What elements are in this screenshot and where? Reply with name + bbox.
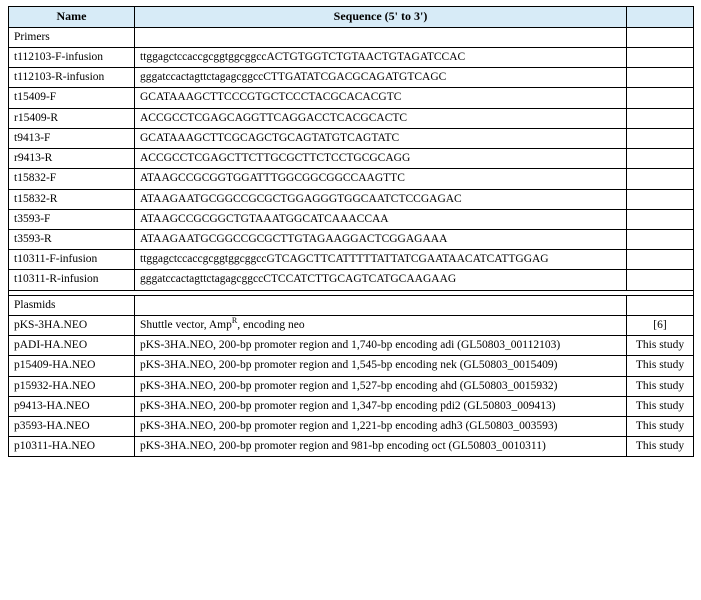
plasmid-name: p9413-HA.NEO — [9, 396, 135, 416]
section-plasmids-spacer-ref — [627, 295, 694, 315]
primer-sequence-lower: ttggagctccaccgcggtggcggcc — [140, 51, 267, 64]
plasmid-reference: This study — [627, 336, 694, 356]
plasmid-description-superscript: R — [231, 316, 238, 326]
primer-sequence-upper: CTTGATATCGACGCAGATGTCAGC — [263, 71, 447, 84]
primer-sequence — [135, 270, 627, 290]
primer-sequence — [135, 88, 627, 108]
primer-name: t112103-F-infusion — [9, 48, 135, 68]
table-header — [9, 7, 694, 28]
table-row — [9, 416, 694, 436]
primer-name: t15409-F — [9, 88, 135, 108]
primer-sequence — [135, 250, 627, 270]
primer-sequence — [135, 48, 627, 68]
plasmid-reference: This study — [627, 376, 694, 396]
table-row — [9, 128, 694, 148]
plasmid-description — [135, 437, 627, 457]
plasmid-description-pre: pKS-3HA.NEO, 200-bp promoter region and 1,545-bp encoding nek (GL50803_0015409) — [140, 359, 558, 372]
primer-sequence-lower: gggatccactagttctagagcggcc — [140, 273, 264, 286]
table-row — [9, 149, 694, 169]
plasmid-description — [135, 376, 627, 396]
plasmid-description — [135, 356, 627, 376]
plasmid-name: p3593-HA.NEO — [9, 416, 135, 436]
primer-sequence — [135, 229, 627, 249]
table-row — [9, 189, 694, 209]
table-row — [9, 396, 694, 416]
primer-name: t10311-F-infusion — [9, 250, 135, 270]
primer-name: r9413-R — [9, 149, 135, 169]
table-body — [9, 27, 694, 457]
plasmid-description-pre: pKS-3HA.NEO, 200-bp promoter region and 1,347-bp encoding pdi2 (GL50803_009413) — [140, 399, 556, 412]
plasmid-reference: [6] — [627, 315, 694, 335]
primer-sequence-upper: ATAAGAATGCGGCCGCGCTGGAGGGTGGCAATCTCCGAGAC — [140, 192, 462, 205]
table-row — [9, 48, 694, 68]
table-row — [9, 250, 694, 270]
primer-sequence-upper: ACCGCCTCGAGCTTCTTGCGCTTCTCCTGCGCAGG — [140, 152, 411, 165]
primer-sequence — [135, 108, 627, 128]
plasmid-description-pre: pKS-3HA.NEO, 200-bp promoter region and 981-bp encoding oct (GL50803_0010311) — [140, 440, 546, 453]
primer-reference — [627, 169, 694, 189]
section-primers-spacer-ref — [627, 27, 694, 47]
plasmid-name: p10311-HA.NEO — [9, 437, 135, 457]
plasmid-description — [135, 416, 627, 436]
table-header-row — [9, 7, 694, 28]
primer-reference — [627, 209, 694, 229]
primer-sequence-upper: ATAAGCCGCGGCTGTAAATGGCATCAAACCAA — [140, 212, 389, 225]
primer-name: t15832-F — [9, 169, 135, 189]
table-row — [9, 376, 694, 396]
table-row — [9, 356, 694, 376]
section-primers-spacer-seq — [135, 27, 627, 47]
plasmid-name: pADI-HA.NEO — [9, 336, 135, 356]
primer-name: t15832-R — [9, 189, 135, 209]
primer-sequence-upper: ATAAGAATGCGGCCGCGCTTGTAGAAGGACTCGGAGAAA — [140, 232, 448, 245]
primer-sequence — [135, 209, 627, 229]
plasmid-name: p15932-HA.NEO — [9, 376, 135, 396]
column-header-sequence: Sequence (5' to 3') — [135, 7, 627, 28]
table-row — [9, 169, 694, 189]
section-header-primers — [9, 27, 694, 47]
section-label-primers: Primers — [9, 27, 135, 47]
primer-name: r15409-R — [9, 108, 135, 128]
primer-reference — [627, 88, 694, 108]
primer-sequence-upper: GTCAGCTTCATTTTTATTATCGAATAACATCATTGGAG — [266, 253, 549, 266]
plasmid-description-pre: pKS-3HA.NEO, 200-bp promoter region and 1,740-bp encoding adi (GL50803_00112103) — [140, 339, 561, 352]
column-header-name: Name — [9, 7, 135, 28]
table-row — [9, 315, 694, 335]
plasmid-reference: This study — [627, 437, 694, 457]
primer-name: t3593-R — [9, 229, 135, 249]
plasmid-reference: This study — [627, 396, 694, 416]
primer-reference — [627, 229, 694, 249]
primer-reference — [627, 189, 694, 209]
primer-sequence — [135, 189, 627, 209]
primer-name: t3593-F — [9, 209, 135, 229]
primer-name: t10311-R-infusion — [9, 270, 135, 290]
primer-sequence-upper: CTCCATCTTGCAGTCATGCAAGAAG — [263, 273, 457, 286]
plasmid-description — [135, 315, 627, 335]
table-row — [9, 437, 694, 457]
primers-plasmids-table — [8, 6, 694, 457]
table-row — [9, 88, 694, 108]
primer-name: t112103-R-infusion — [9, 68, 135, 88]
section-plasmids-spacer-seq — [135, 295, 627, 315]
primer-sequence-lower: gggatccactagttctagagcggcc — [140, 71, 264, 84]
primer-reference — [627, 128, 694, 148]
section-header-plasmids — [9, 295, 694, 315]
primer-sequence — [135, 68, 627, 88]
plasmid-description-pre: Shuttle vector, Amp — [140, 318, 232, 331]
primer-sequence — [135, 128, 627, 148]
table-row — [9, 209, 694, 229]
primer-sequence — [135, 149, 627, 169]
primer-sequence-upper: GCATAAAGCTTCGCAGCTGCAGTATGTCAGTATC — [140, 131, 400, 144]
primer-sequence-upper: GCATAAAGCTTCCCGTGCTCCCTACGCACACGTC — [140, 91, 402, 104]
plasmid-description — [135, 336, 627, 356]
primer-sequence — [135, 169, 627, 189]
primer-reference — [627, 250, 694, 270]
plasmid-description-post: , encoding neo — [237, 318, 305, 331]
section-label-plasmids: Plasmids — [9, 295, 135, 315]
table-row — [9, 270, 694, 290]
table-row — [9, 108, 694, 128]
primer-reference — [627, 48, 694, 68]
primer-reference — [627, 270, 694, 290]
plasmid-description-pre: pKS-3HA.NEO, 200-bp promoter region and 1,221-bp encoding adh3 (GL50803_003593) — [140, 419, 558, 432]
primer-sequence-lower: ttggagctccaccgcggtggcggcc — [140, 253, 267, 266]
plasmid-description-pre: pKS-3HA.NEO, 200-bp promoter region and 1,527-bp encoding ahd (GL50803_0015932) — [140, 379, 558, 392]
primer-reference — [627, 68, 694, 88]
table-row — [9, 68, 694, 88]
primer-sequence-upper: ATAAGCCGCGGTGGATTTGGCGGCGGCCAAGTTC — [140, 172, 405, 185]
table-row — [9, 336, 694, 356]
plasmid-description — [135, 396, 627, 416]
primer-reference — [627, 149, 694, 169]
plasmid-name: pKS-3HA.NEO — [9, 315, 135, 335]
primer-reference — [627, 108, 694, 128]
plasmid-reference: This study — [627, 356, 694, 376]
primer-sequence-upper: ACTGTGGTCTGTAACTGTAGATCCAC — [266, 51, 466, 64]
plasmid-name: p15409-HA.NEO — [9, 356, 135, 376]
primer-name: t9413-F — [9, 128, 135, 148]
primer-sequence-upper: ACCGCCTCGAGCAGGTTCAGGACCTCACGCACTC — [140, 111, 408, 124]
plasmid-reference: This study — [627, 416, 694, 436]
table-row — [9, 229, 694, 249]
column-header-reference — [627, 7, 694, 28]
